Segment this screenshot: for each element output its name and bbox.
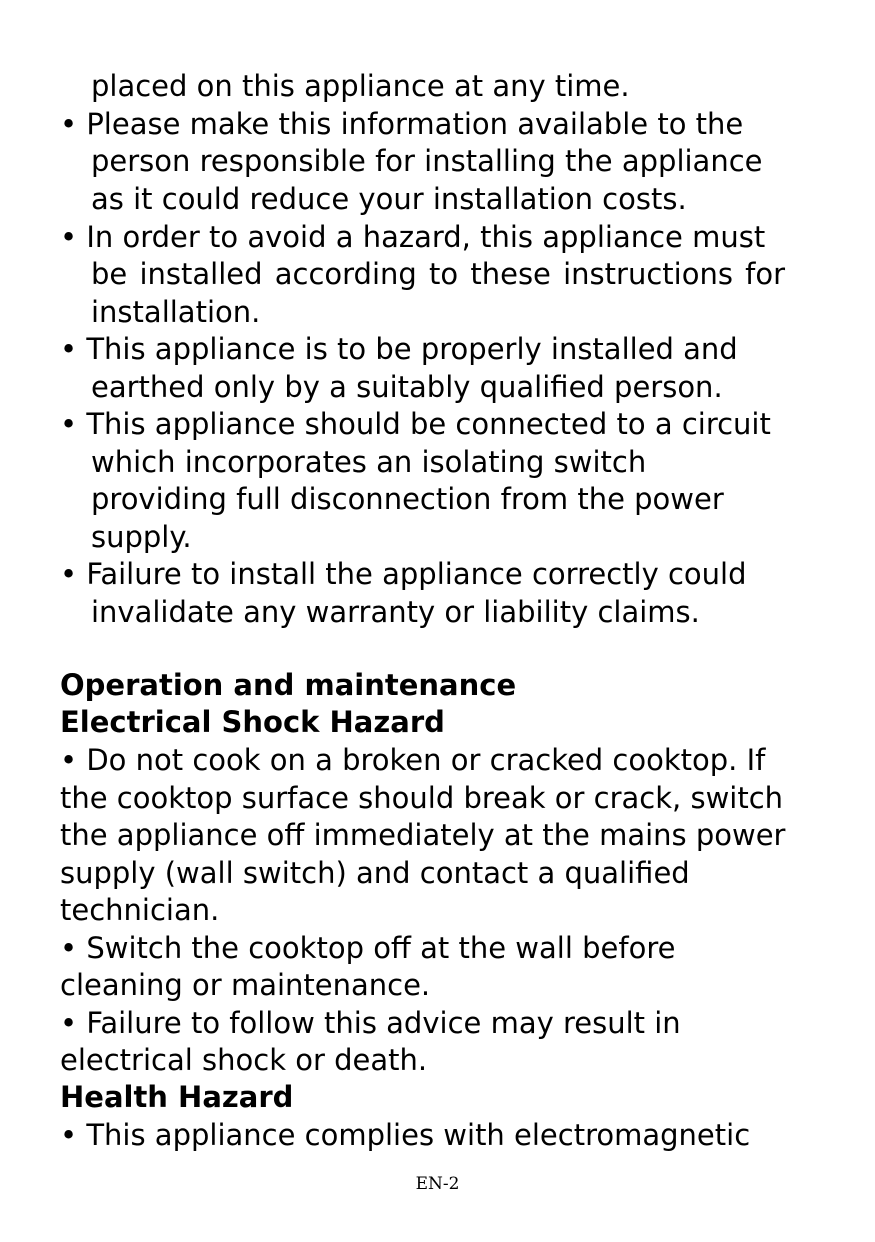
install-bullet-1-line-3: as it could reduce your installation costs.: [91, 182, 687, 216]
shock-line-2: the cooktop surface should break or crack, switch: [60, 781, 784, 815]
install-bullet-2-line-2: be installed according to these instructions for: [91, 257, 786, 291]
heading-health-hazard: Health Hazard: [60, 1080, 294, 1114]
shock-line-9: electrical shock or death.: [60, 1043, 428, 1077]
install-bullet-5-line-2: invalidate any warranty or liability claims.: [91, 595, 700, 629]
shock-line-7: cleaning or maintenance.: [60, 968, 431, 1002]
health-line-1: • This appliance complies with electromagnetic: [60, 1118, 751, 1152]
install-bullet-1-line-2: person responsible for installing the appliance: [91, 144, 763, 178]
install-bullet-3-line-1: • This appliance is to be properly installed and: [60, 332, 738, 366]
install-bullet-2-line-3: installation.: [91, 295, 261, 329]
install-bullet-2-line-1: • In order to avoid a hazard, this appliance must: [60, 220, 766, 254]
install-bullet-3-line-2: earthed only by a suitably qualified person.: [91, 370, 723, 404]
install-bullet-1-line-1: • Please make this information available to the: [60, 107, 744, 141]
shock-line-4: supply (wall switch) and contact a qualified: [60, 856, 690, 890]
install-bullet-4-line-3: providing full disconnection from the power: [91, 482, 724, 516]
continuation-line: placed on this appliance at any time.: [91, 69, 630, 103]
shock-line-5: technician.: [60, 893, 220, 927]
heading-electrical-shock-hazard: Electrical Shock Hazard: [60, 705, 445, 739]
install-bullet-5-line-1: • Failure to install the appliance correctly could: [60, 557, 747, 591]
shock-line-6: • Switch the cooktop off at the wall before: [60, 931, 676, 965]
install-bullet-4-line-4: supply.: [91, 520, 192, 554]
shock-line-1: • Do not cook on a broken or cracked cooktop. If: [60, 743, 766, 777]
shock-line-3: the appliance off immediately at the mains power: [60, 818, 786, 852]
install-bullet-4-line-1: • This appliance should be connected to a circuit: [60, 407, 771, 441]
page-number: EN-2: [415, 1174, 460, 1194]
install-bullet-4-line-2: which incorporates an isolating switch: [91, 445, 647, 479]
heading-operation-maintenance: Operation and maintenance: [60, 668, 517, 702]
shock-line-8: • Failure to follow this advice may result in: [60, 1006, 681, 1040]
